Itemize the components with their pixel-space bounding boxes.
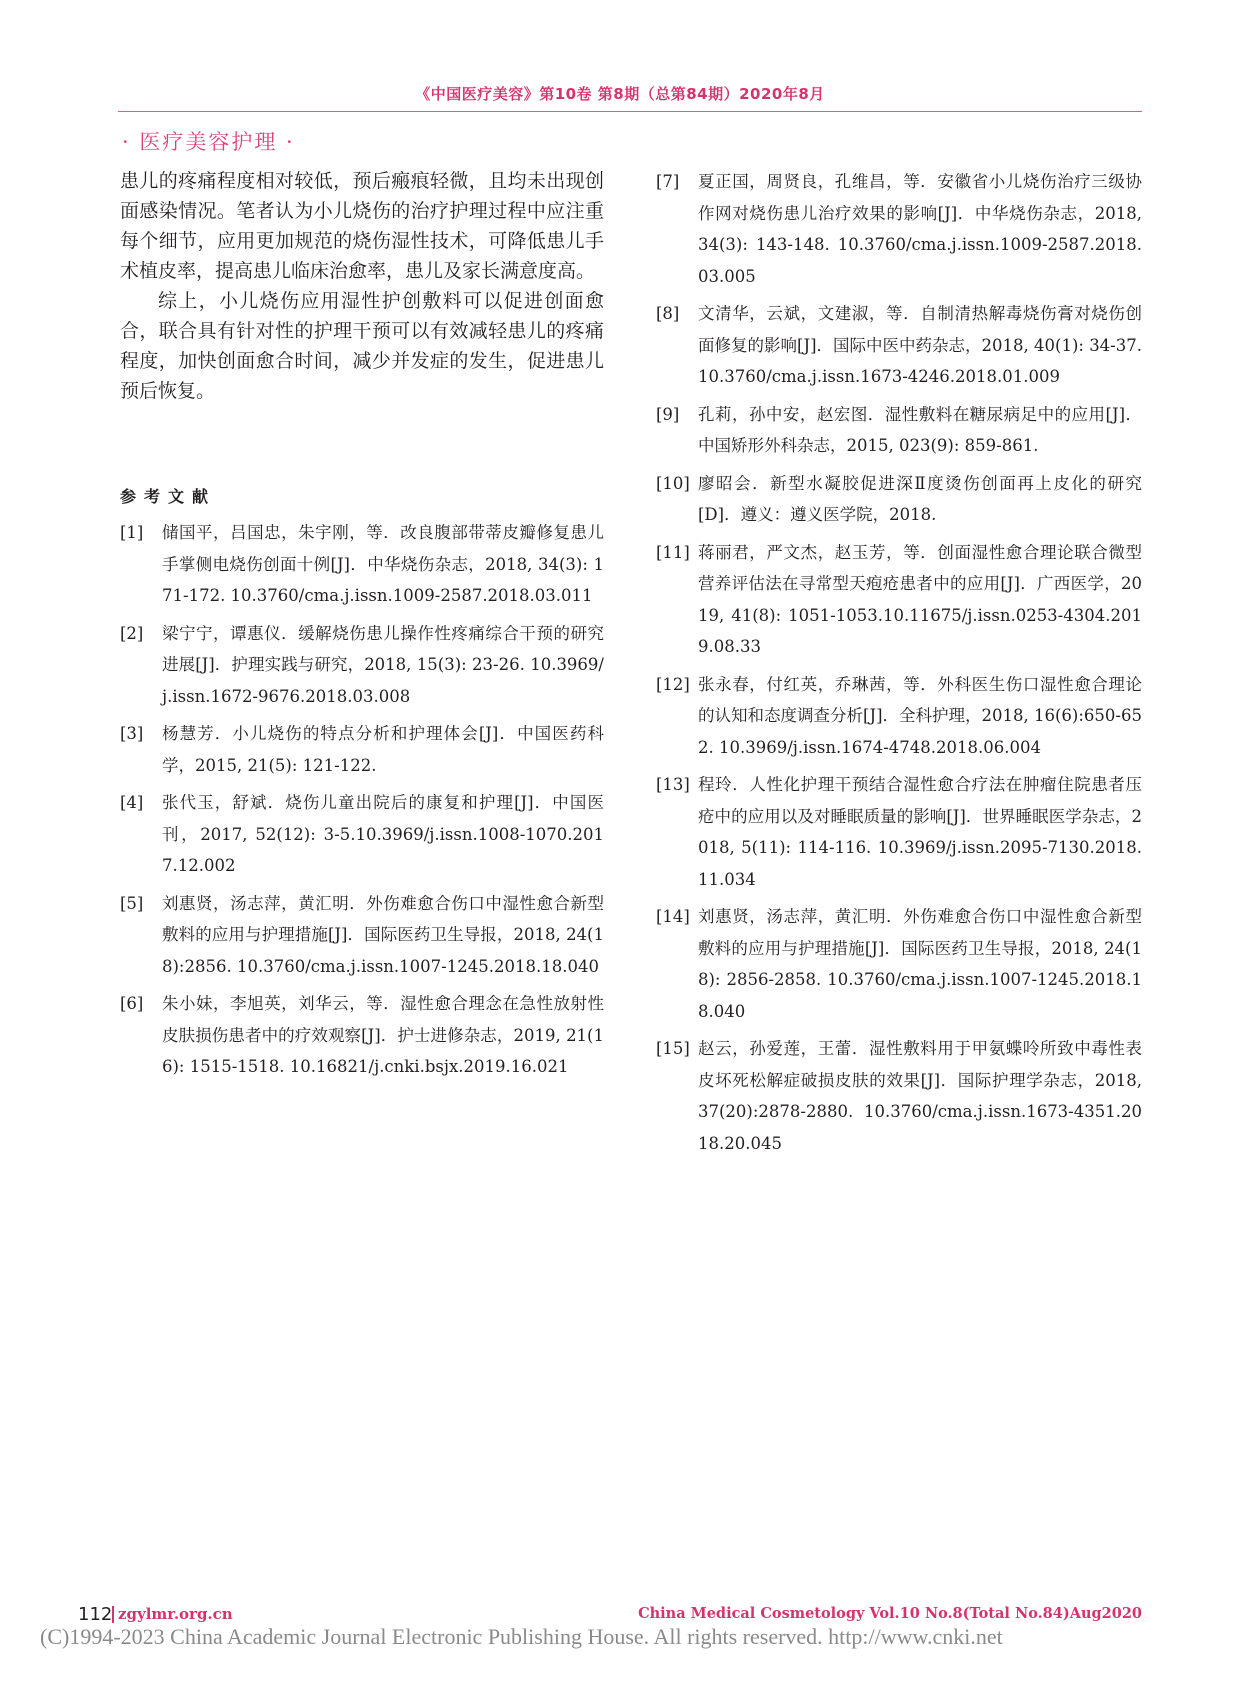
reference-item: [120, 888, 604, 983]
footer-journal-citation: China Medical Cosmetology Vol.10 No.8(Total No.84)Aug2020: [638, 1605, 1142, 1622]
reference-text: 张永春，付红英，乔琳茜，等．外科医生伤口湿性愈合理论的认知和态度调查分析[J]．全科护理，2018, 16(6):650-652. 10.3969/j.issn.1674-4748.2018.06.004: [698, 674, 1142, 757]
reference-number: [14]: [656, 907, 690, 926]
reference-item: [656, 769, 1142, 895]
reference-number: [5]: [120, 893, 144, 913]
reference-text: 刘惠贤，汤志萍，黄汇明．外伤难愈合伤口中湿性愈合新型敷料的应用与护理措施[J]．国际医药卫生导报，2018, 24(18):2856. 10.3760/cma.j.issn.1007-1245.2018.18.040: [162, 893, 604, 976]
reference-item: [120, 988, 604, 1083]
reference-item: [120, 718, 604, 781]
reference-item: [656, 669, 1142, 764]
reference-text: 文清华，云斌，文建淑，等．自制清热解毒烧伤膏对烧伤创面修复的影响[J]．国际中医中药杂志，2018, 40(1): 34-37.10.3760/cma.j.issn.1673-4246.2018.01.009: [698, 304, 1142, 386]
reference-text: 孔莉，孙中安，赵宏图．湿性敷料在糖尿病足中的应用[J]．中国矫形外科杂志，2015, 023(9): 859-861.: [698, 404, 1142, 455]
body-paragraph: 综上，小儿烧伤应用湿性护创敷料可以促进创面愈合，联合具有针对性的护理干预可以有效减轻患儿的疼痛程度，加快创面愈合时间，减少并发症的发生，促进患儿预后恢复。: [120, 290, 604, 402]
reference-number: [3]: [120, 724, 144, 743]
right-column: [656, 166, 1142, 1165]
copyright-watermark: (C)1994-2023 China Academic Journal Electronic Publishing House. All rights reserved. http://www.cnki.net: [40, 1624, 1003, 1649]
body-paragraph: 患儿的疼痛程度相对较低，预后瘢痕轻微，且均未出现创面感染情况。笔者认为小儿烧伤的治疗护理过程中应注重每个细节，应用更加规范的烧伤湿性技术，可降低患儿手术植皮率，提高患儿临床治愈率，患儿及家长满意度高。: [120, 170, 604, 282]
reference-number: [8]: [656, 304, 680, 323]
page-number: 112: [78, 1604, 113, 1625]
reference-text: 朱小妹，李旭英，刘华云，等．湿性愈合理念在急性放射性皮肤损伤患者中的疗效观察[J]．护士进修杂志，2019, 21(16): 1515-1518. 10.16821/j.cnki.bsjx.2019.16.021: [162, 994, 604, 1076]
reference-item: [656, 166, 1142, 292]
reference-text: 刘惠贤，汤志萍，黄汇明．外伤难愈合伤口中湿性愈合新型敷料的应用与护理措施[J]．国际医药卫生导报，2018, 24(18): 2856-2858. 10.3760/cma.j.issn.1007-1245.2018.18.040: [698, 907, 1142, 1021]
reference-list-left: [120, 517, 604, 1083]
reference-number: [7]: [656, 172, 680, 191]
reference-text: 程玲．人性化护理干预结合湿性愈合疗法在肿瘤住院患者压疮中的应用以及对睡眠质量的影响[J]．世界睡眠医学杂志，2018, 5(11): 114-116. 10.3969/j.issn.2095-7130.2018.11.034: [698, 775, 1142, 889]
reference-text: 储国平，吕国忠，朱宇刚，等．改良腹部带蒂皮瓣修复患儿手掌侧电烧伤创面十例[J]．中华烧伤杂志，2018, 34(3): 171-172. 10.3760/cma.j.issn.1009-2587.2018.03.011: [162, 523, 604, 605]
reference-number: [12]: [656, 674, 690, 694]
references-heading: 参考文献: [120, 487, 217, 506]
reference-text: 蒋丽君，严文杰，赵玉芳，等．创面湿性愈合理论联合微型营养评估法在寻常型天疱疮患者中的应用[J]．广西医学，2019, 41(8): 1051-1053.10.11675/j.issn.0253-4304.2019.08.33: [698, 542, 1142, 656]
reference-text: 张代玉，舒斌．烧伤儿童出院后的康复和护理[J]．中国医刊，2017, 52(12): 3-5.10.3969/j.issn.1008-1070.2017.12.002: [162, 793, 604, 875]
reference-number: [4]: [120, 793, 144, 812]
reference-text: 廖昭会．新型水凝胶促进深Ⅱ度烫伤创面再上皮化的研究[D]．遵义：遵义医学院，2018.: [698, 473, 1142, 524]
reference-number: [13]: [656, 775, 690, 794]
reference-item: [656, 298, 1142, 393]
reference-number: [1]: [120, 523, 144, 542]
section-tag: · 医疗美容护理 ·: [122, 130, 295, 154]
reference-item: [656, 468, 1142, 531]
left-column: [120, 166, 604, 1089]
footer-divider: [112, 1606, 114, 1623]
reference-text: 杨慧芳．小儿烧伤的特点分析和护理体会[J]．中国医药科学，2015, 21(5): 121-122.: [162, 724, 604, 775]
journal-header-title: 《中国医疗美容》第10卷 第8期（总第84期）2020年8月: [415, 85, 825, 103]
reference-number: [10]: [656, 473, 690, 493]
reference-text: 赵云，孙爱莲，王蕾．湿性敷料用于甲氨蝶呤所致中毒性表皮坏死松解症破损皮肤的效果[J]．国际护理学杂志，2018, 37(20):2878-2880. 10.3760/cma.j.issn.1673-4351.2018.20.045: [698, 1039, 1142, 1153]
reference-text: 夏正国，周贤良，孔维昌，等．安徽省小儿烧伤治疗三级协作网对烧伤患儿治疗效果的影响[J]．中华烧伤杂志，2018, 34(3): 143-148. 10.3760/cma.j.issn.1009-2587.2018.03.005: [698, 172, 1142, 286]
reference-item: [656, 537, 1142, 663]
reference-item: [120, 517, 604, 612]
reference-number: [9]: [656, 404, 680, 424]
reference-item: [656, 1033, 1142, 1159]
body-text: [120, 166, 604, 406]
reference-number: [2]: [120, 623, 144, 643]
header-rule: [118, 111, 1142, 112]
reference-item: [656, 901, 1142, 1027]
reference-number: [6]: [120, 994, 144, 1013]
reference-number: [11]: [656, 542, 690, 562]
reference-text: 梁宁宁，谭惠仪．缓解烧伤患儿操作性疼痛综合干预的研究进展[J]．护理实践与研究，2018, 15(3): 23-26. 10.3969/j.issn.1672-9676.2018.03.008: [162, 623, 604, 706]
reference-number: [15]: [656, 1039, 690, 1058]
reference-item: [120, 618, 604, 713]
footer-site-link[interactable]: zgylmr.org.cn: [118, 1605, 233, 1623]
reference-item: [120, 787, 604, 882]
reference-list-right: [656, 166, 1142, 1159]
reference-item: [656, 399, 1142, 462]
